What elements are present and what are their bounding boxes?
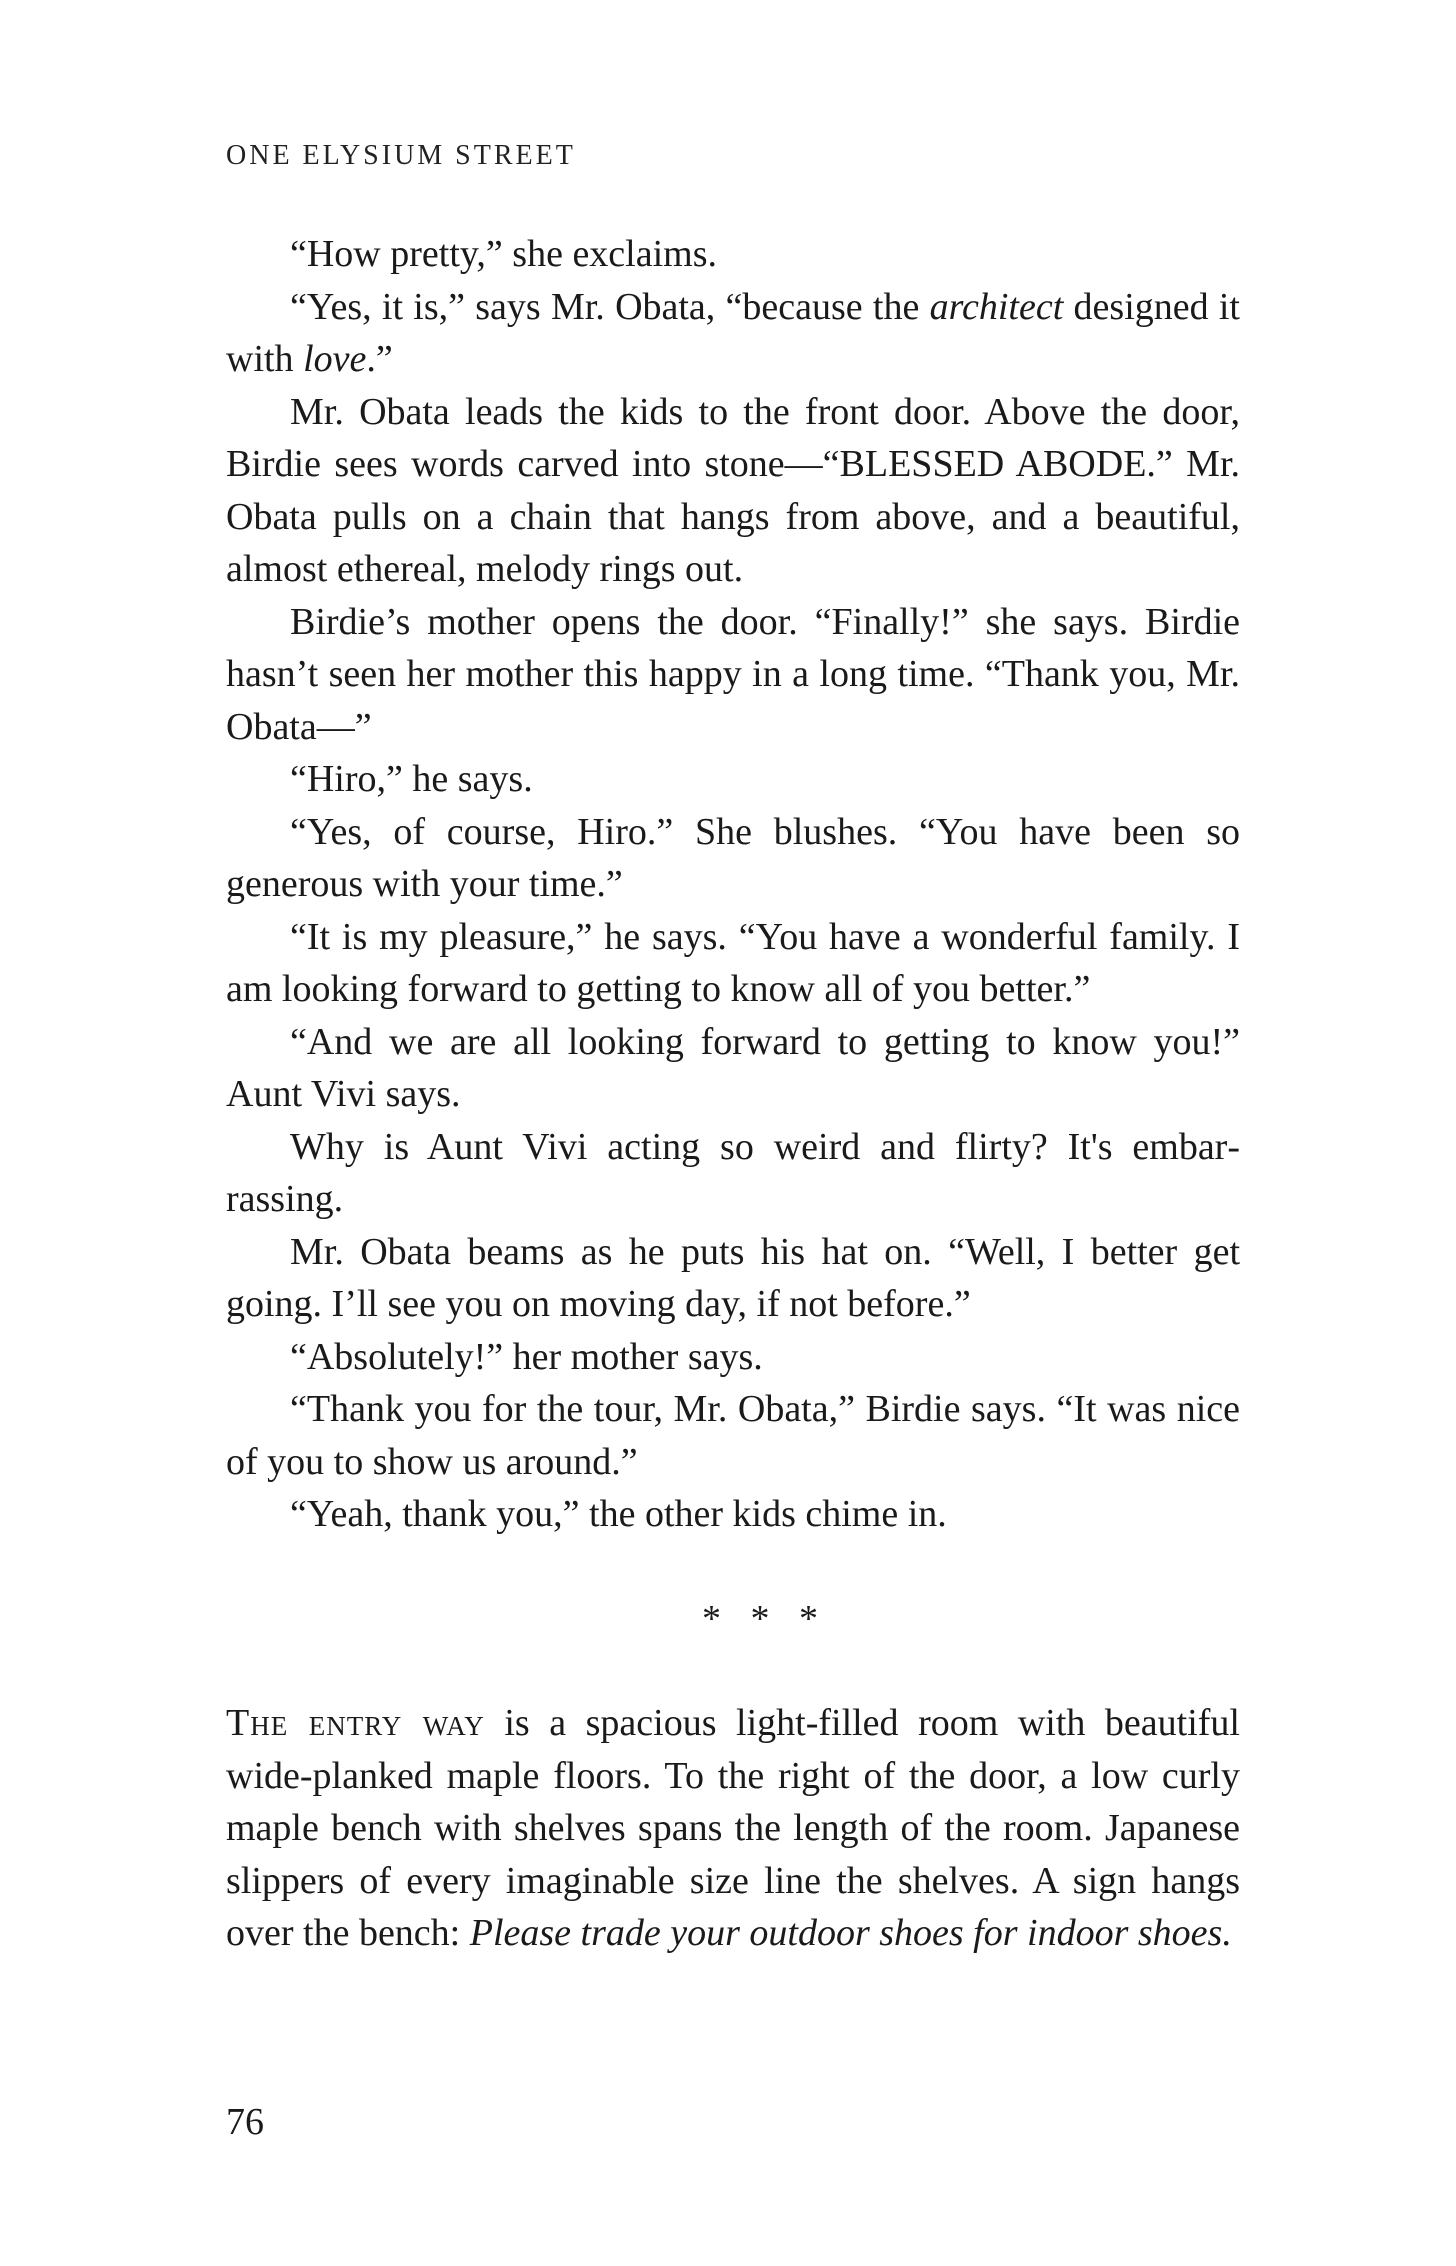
paragraph: Birdie’s mother opens the door. “Finally!” she says. Birdie hasn’t seen her mother this happy in a long time. “Thank you, Mr. Obata—” <box>226 600 1240 748</box>
paragraph: “It is my pleasure,” he says. “You have a wonderful family. I am looking forward to getting to know all of you better.” <box>226 915 1240 1010</box>
page-number: 76 <box>226 2101 264 2143</box>
running-head: ONE ELYSIUM STREET <box>226 140 576 171</box>
paragraph: “And we are all looking forward to getting to know you!” Aunt Vivi says. <box>226 1020 1240 1115</box>
paragraph: “Hiro,” he says. <box>290 758 533 800</box>
paragraph: “Absolutely!” her mother says. <box>290 1335 763 1378</box>
section-break: * * * <box>702 1597 828 1640</box>
emphasis-text: love <box>303 338 367 380</box>
paragraph: “Thank you for the tour, Mr. Obata,” Birdie says. “It was nice of you to show us around.” <box>226 1388 1240 1483</box>
paragraph: “Yes, of course, Hiro.” She blushes. “You have been so generous with your time.” <box>226 810 1240 905</box>
paragraph: “How pretty,” she exclaims. <box>290 233 717 275</box>
emphasis-text: architect <box>929 285 1064 328</box>
paragraph-text: “Yes, it is,” says Mr. Obata, “because the <box>290 285 930 328</box>
paragraph-text: .” <box>366 338 393 380</box>
paragraph: Why is Aunt Vivi acting so weird and flirty? It's embarrassing. <box>226 1125 1240 1220</box>
section-paragraph <box>226 1697 1240 1960</box>
paragraph: Mr. Obata beams as he puts his hat on. “Well, I better get going. I’ll see you on moving day, if not before.” <box>226 1230 1240 1325</box>
paragraph-text: is a spacious light-filled room with beautiful wide-planked maple floors. To the right of the door, a low curly maple bench with shelves spans the length of the room. Japanese slippers of every imaginable size line the shelves. A sign hangs over the bench: <box>226 1702 1240 1954</box>
body-text <box>226 228 1240 1960</box>
paragraph-text: designed it with <box>226 285 1240 380</box>
sign-text: Please trade your outdoor shoes for indoor shoes. <box>469 1912 1232 1954</box>
small-caps-lead: The entry way <box>226 1702 485 1744</box>
paragraph: “Yeah, thank you,” the other kids chime in. <box>290 1493 947 1535</box>
paragraph: Mr. Obata leads the kids to the front door. Above the door, Birdie sees words carved into stone—“BLESSED ABODE.” Mr. Obata pulls on a chain that hangs from above, and a beautiful, almost ethereal, melody rings out. <box>226 390 1240 590</box>
paragraph <box>226 281 1240 386</box>
